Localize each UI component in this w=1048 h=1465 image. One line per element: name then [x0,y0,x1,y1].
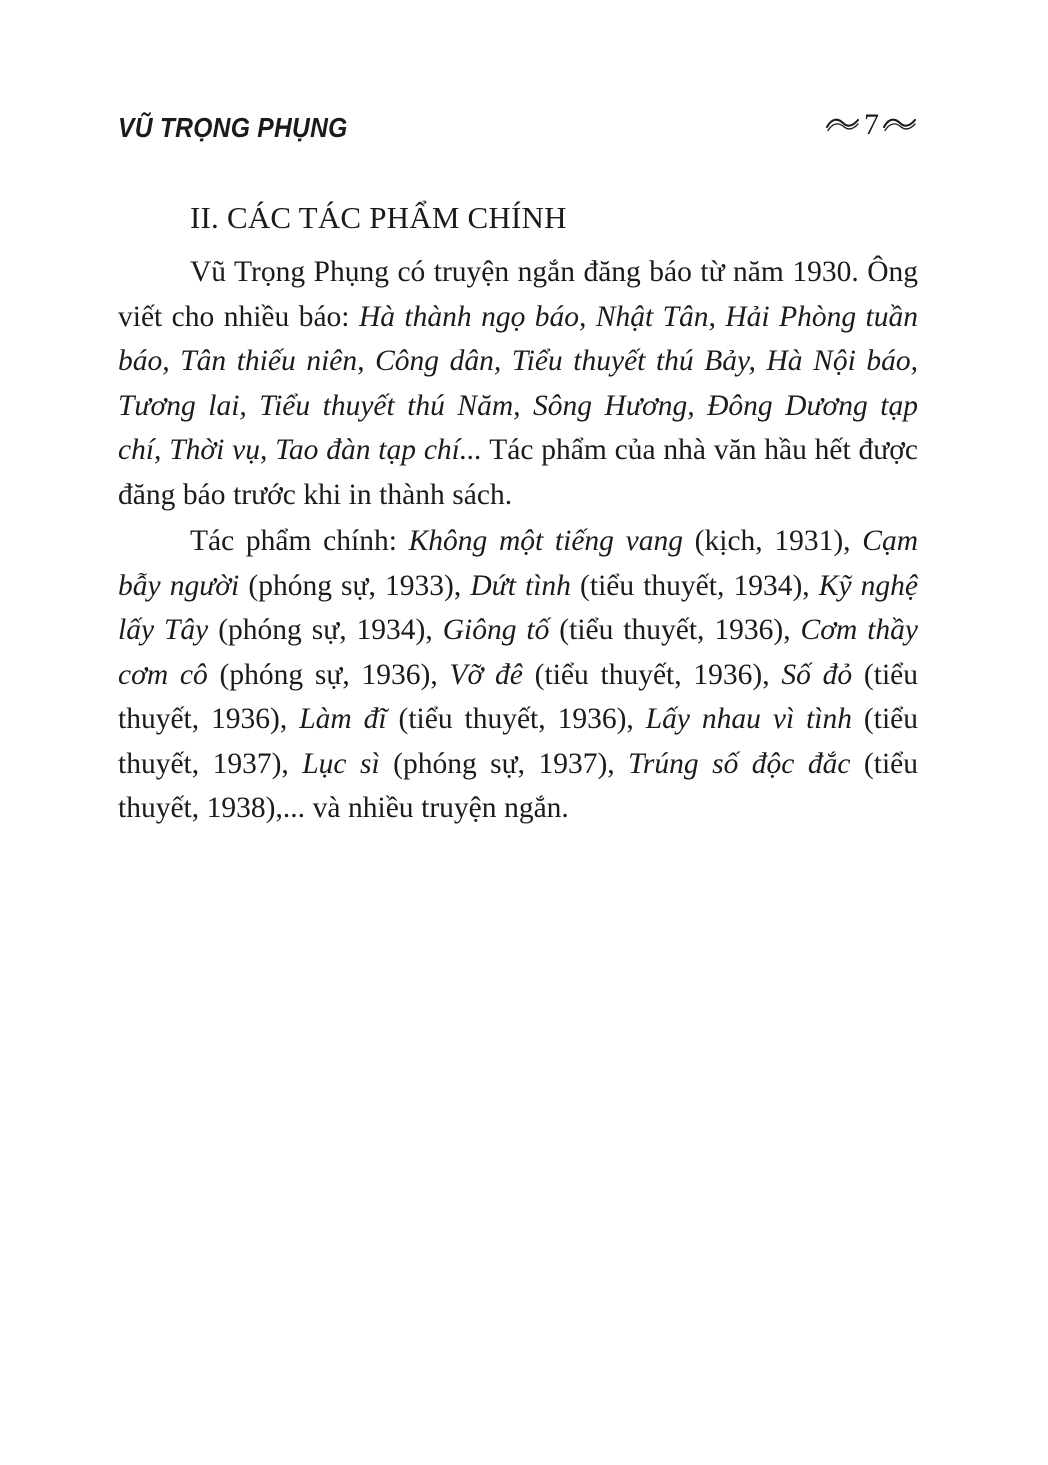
paragraph-publications [118,250,918,517]
work-note: (phóng sự, 1936), [207,658,450,691]
running-head-author: VŨ TRỌNG PHỤNG [118,112,348,143]
wave-swash-ornament-left [825,114,861,136]
work-note: (tiểu thuyết, 1936), [386,703,646,735]
work-note: (phóng sự, 1937), [379,747,629,780]
work-note: (phóng sự, 1934), [208,614,443,646]
work-note: (tiểu thuyết, 1938),... [118,747,918,824]
text-column [118,196,918,831]
work-note: (tiểu thuyết, 1936), [118,658,918,735]
works-list [118,525,918,824]
work-note: (tiểu thuyết, 1936), [522,658,782,691]
page-number: 7 [864,108,879,141]
work-note: (kịch, 1931), [682,525,863,557]
work-title: Làm đĩ [299,703,387,735]
work-note: (tiểu thuyết, 1937), [118,703,918,780]
work-title: Cạm bẫy người [118,525,918,602]
work-title: Vỡ đê [449,658,523,691]
work-note: (phóng sự, 1933), [239,569,471,602]
work-note: (tiểu thuyết, 1934), [570,569,819,602]
work-title: Không một tiếng vang [408,525,683,557]
work-title: Cơm thầy cơm cô [118,614,918,691]
work-title: Trúng số độc đắc [628,747,851,780]
paragraph-major-works [118,519,918,831]
works-tail: và nhiều truyện ngắn. [312,792,569,824]
newspaper-titles-italic: Hà thành ngọ báo, Nhật Tân, Hải Phòng tuần báo, Tân thiếu niên, Công dân, Tiểu thuyết thú Bảy, Hà Nội báo, Tương lai, Tiểu thuyết thú Năm, Sông Hương, Đông Dương tạp chí, Thời vụ, Tao đàn tạp chí... [118,300,918,466]
section-heading: II. CÁC TÁC PHẨM CHÍNH [190,200,567,235]
running-head [118,108,918,156]
work-title: Dứt tình [470,569,571,602]
paragraph-run-roman: Vũ Trọng Phụng có truyện ngắn đăng báo từ năm 1930. Ông viết cho nhiều báo: [118,256,918,333]
folio [825,110,918,140]
work-title: Lục sì [302,747,380,780]
work-title: Số đỏ [781,658,853,691]
paragraph-run-roman-tail: Tác phẩm của nhà văn hầu hết được đăng báo trước khi in thành sách. [118,434,918,511]
work-title: Lấy nhau vì tình [645,703,852,735]
work-title: Giông tố [442,614,550,646]
wave-swash-ornament-right [882,114,918,136]
work-title: Kỹ nghệ lấy Tây [118,569,918,646]
works-lead-in: Tác phẩm chính: [190,525,409,557]
work-note: (tiểu thuyết, 1936), [549,614,801,646]
